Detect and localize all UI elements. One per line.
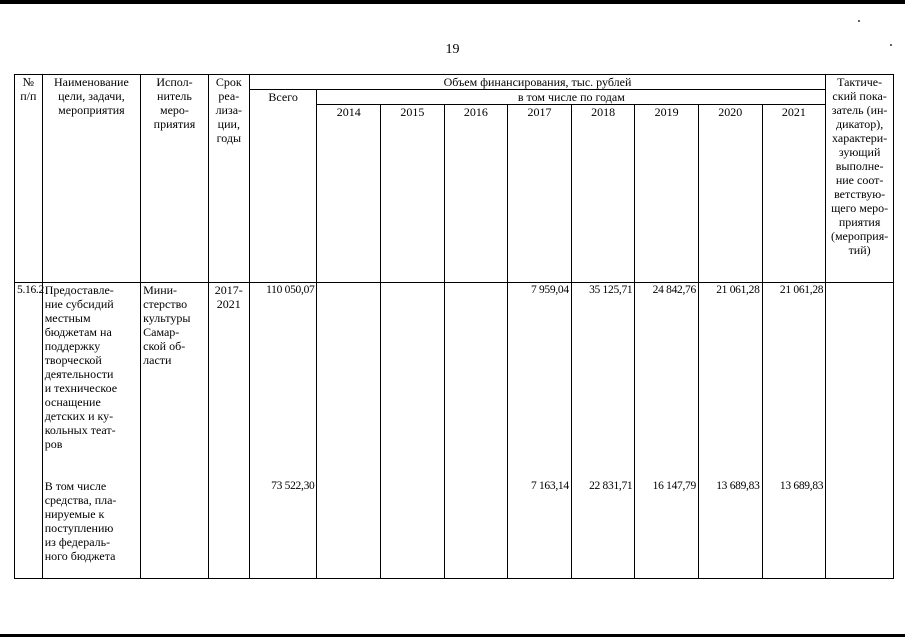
page-number: 19 (445, 42, 460, 57)
row-year-value (444, 479, 508, 579)
header-year: 2019 (635, 105, 699, 283)
row-name: В том числе средства, пла- нируемые к поступлению из федераль- ного бюджета (42, 479, 140, 579)
row-year-value: 13 689,83 (698, 479, 762, 579)
row-num: 5.16.2 (15, 283, 43, 479)
row-term (208, 479, 249, 579)
header-year: 2017 (508, 105, 572, 283)
table-row (15, 479, 894, 579)
header-year: 2014 (317, 105, 381, 283)
header-year: 2021 (762, 105, 826, 283)
row-year-value: 16 147,79 (635, 479, 699, 579)
scan-speck (858, 20, 860, 22)
row-year-value: 22 831,71 (571, 479, 635, 579)
row-total: 73 522,30 (249, 479, 317, 579)
header-year: 2016 (444, 105, 508, 283)
row-year-value (444, 283, 508, 479)
header-year: 2018 (571, 105, 635, 283)
header-year: 2015 (381, 105, 445, 283)
scan-border-bottom (0, 634, 905, 637)
row-indicator (826, 283, 894, 479)
header-executor: Испол- нитель меро- приятия (141, 75, 209, 283)
row-executor (141, 479, 209, 579)
header-term: Срок реа- лиза- ции, годы (208, 75, 249, 283)
row-term: 2017- 2021 (208, 283, 249, 479)
row-year-value: 35 125,71 (571, 283, 635, 479)
row-year-value (317, 283, 381, 479)
row-year-value: 7 163,14 (508, 479, 572, 579)
scan-border-top (0, 0, 905, 4)
row-indicator (826, 479, 894, 579)
header-funding: Объем финансирования, тыс. рублей (249, 75, 825, 90)
row-year-value (381, 283, 445, 479)
row-num (15, 479, 43, 579)
row-year-value (317, 479, 381, 579)
row-year-value: 21 061,28 (762, 283, 826, 479)
row-year-value: 13 689,83 (762, 479, 826, 579)
table-row (15, 283, 894, 479)
header-total: Всего (249, 90, 317, 283)
header-num: № п/п (15, 75, 43, 283)
header-year: 2020 (698, 105, 762, 283)
row-total: 110 050,07 (249, 283, 317, 479)
row-year-value (381, 479, 445, 579)
row-year-value: 21 061,28 (698, 283, 762, 479)
header-indicator: Тактиче- ский пока- затель (ин- дикатор), характери- зующий выполне- ние соот- ветствую- щего меро- приятия (мероприя- тий) (826, 75, 894, 283)
row-executor: Мини- стерство культуры Самар- ской об- ласти (141, 283, 209, 479)
row-year-value: 7 959,04 (508, 283, 572, 479)
funding-table (14, 74, 894, 579)
header-by-year: в том числе по годам (317, 90, 826, 105)
header-name: Наименование цели, задачи, мероприятия (42, 75, 140, 283)
row-name: Предоставле- ние субсидий местным бюджетам на поддержку творческой деятельности и техническое оснащение детских и ку- кольных теат- ров (42, 283, 140, 479)
row-year-value: 24 842,76 (635, 283, 699, 479)
